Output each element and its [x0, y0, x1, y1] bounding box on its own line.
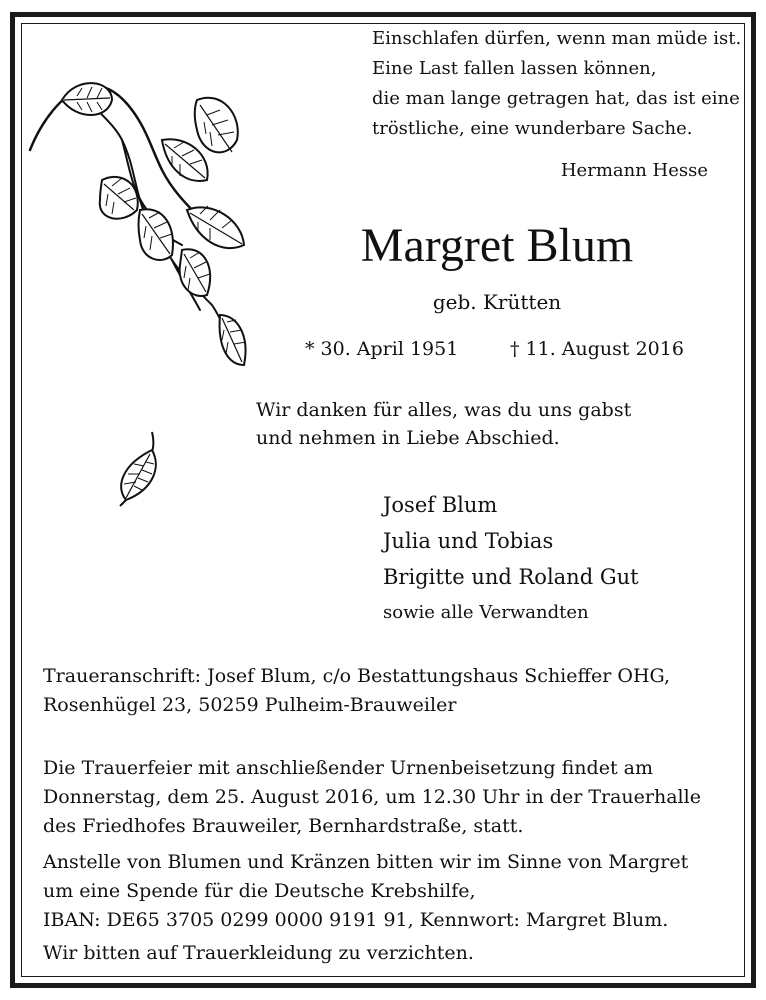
quote-line: Eine Last fallen lassen können, [372, 58, 657, 79]
address-line: Rosenhügel 23, 50259 Pulheim-Brauweiler [43, 694, 457, 716]
poem-quote [372, 24, 742, 144]
donation-line: IBAN: DE65 3705 0299 0000 9191 91, Kennwort: Margret Blum. [43, 909, 669, 931]
mourner-name: Julia und Tobias [383, 529, 554, 553]
thanks-line: Wir danken für alles, was du uns gabst [256, 399, 632, 421]
donation-line: um eine Spende für die Deutsche Krebshilfe, [43, 880, 476, 902]
ceremony-info [43, 754, 733, 841]
mourners-list [383, 487, 743, 631]
relatives-note: sowie alle Verwandten [383, 602, 589, 623]
thanks-message [256, 396, 676, 452]
donation-info [43, 848, 733, 935]
maiden-name: geb. Krütten [432, 290, 562, 314]
mourner-name: Josef Blum [383, 493, 498, 517]
address-line: Traueranschrift: Josef Blum, c/o Bestattungshaus Schieffer OHG, [43, 665, 671, 687]
quote-author: Hermann Hesse [560, 160, 708, 181]
quote-line: tröstliche, eine wunderbare Sache. [372, 118, 693, 139]
donation-line: Anstelle von Blumen und Kränzen bitten wir im Sinne von Margret [43, 851, 689, 873]
thanks-line: und nehmen in Liebe Abschied. [256, 427, 560, 449]
death-date: † 11. August 2016 [510, 338, 684, 360]
ceremony-line: Die Trauerfeier mit anschließender Urnenbeisetzung findet am [43, 757, 653, 779]
ceremony-line: Donnerstag, dem 25. August 2016, um 12.30 Uhr in der Trauerhalle [43, 786, 701, 808]
mourner-name: Brigitte und Roland Gut [383, 565, 639, 589]
quote-line: die man lange getragen hat, das ist eine [372, 88, 740, 109]
deceased-name: Margret Blum [360, 219, 634, 272]
quote-line: Einschlafen dürfen, wenn man müde ist. [372, 28, 742, 49]
ceremony-line: des Friedhofes Brauweiler, Bernhardstraße, statt. [43, 815, 524, 837]
dress-code-note: Wir bitten auf Trauerkleidung zu verzichten. [43, 942, 474, 964]
birth-date: * 30. April 1951 [305, 338, 459, 360]
mourning-address [43, 662, 733, 720]
falling-leaf-icon [112, 428, 164, 510]
